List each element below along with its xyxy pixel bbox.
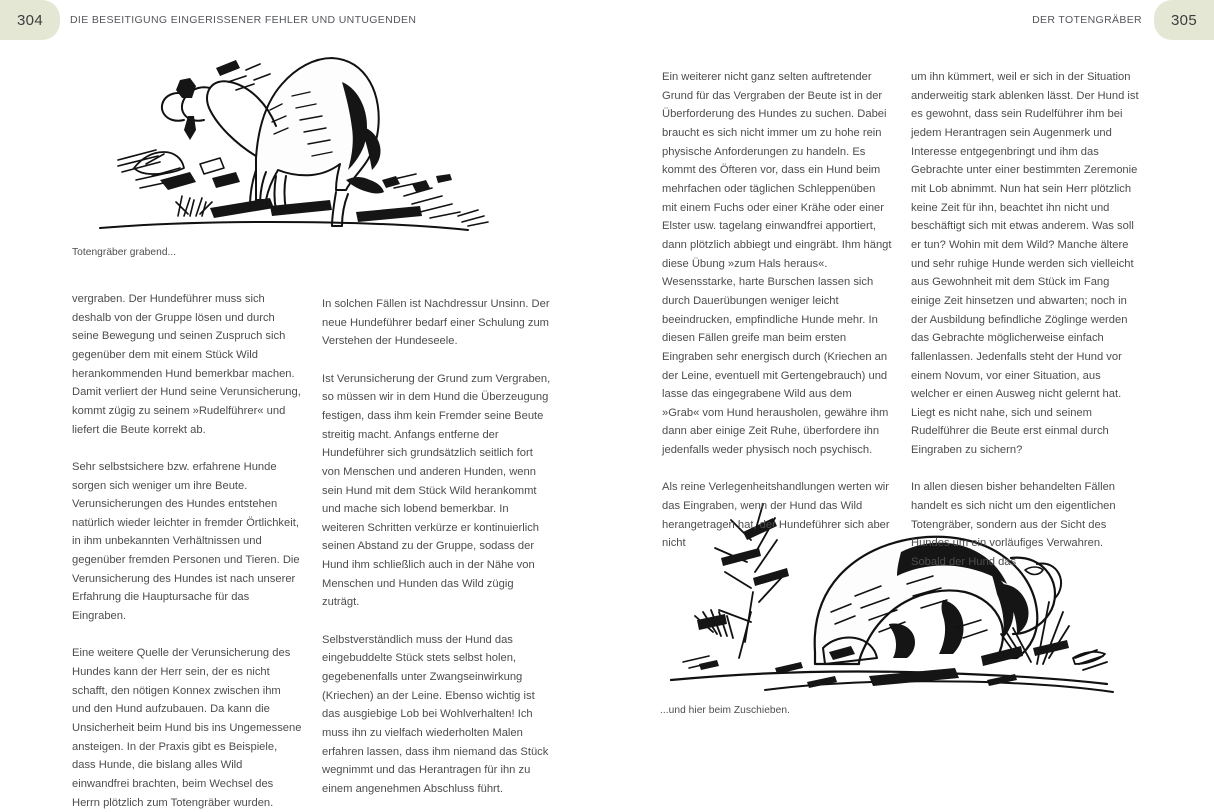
paragraph: um ihn kümmert, weil er sich in der Situation anderweitig stark ablenken lässt. Der Hund ist es gewohnt, dass sein Rudelführer ihm bei jedem Herantragen sein Augenmerk und Interesse entgegenbringt und ihm das Gebrachte unter einer bestimmten Zeremonie mit Lob abnimmt. Nun hat sein Herr plötzlich keine Zeit für ihn, beachtet ihn nicht und beschäftigt sich mit etwas anderem. Was soll er tun? Wohin mit dem Wild? Manche ältere und sehr ruhige Hunde werden sich vielleicht aus Gewohnheit mit dem Stück im Fang einige Zeit hinsetzen und abwarten; noch in der Ausbildung befindliche Zöglinge werden das Gebrachte möglicherweise einfach fallenlassen. Jedenfalls steht der Hund vor einem Novum, vor einer Situation, aus welcher er einen Ausweg nicht gelernt hat. Liegt es nicht nahe, sich und seinem Rudelführer die Beute erst einmal durch Eingraben zu sichern? bbox=[911, 71, 1139, 457]
paragraph: vergraben. Der Hundeführer muss sich deshalb von der Gruppe lösen und durch seine Bewegung und seinen Zuspruch sich gegenüber dem mit einem Stück Wild herankommenden Hund bemerkbar machen. Damit verliert der Hund seine Verunsicherung, kommt zügig zu seinem »Rudelführer« und liefert die Beute korrekt ab. bbox=[72, 293, 301, 436]
paragraph: Sehr selbstsichere bzw. erfahrene Hunde sorgen sich weniger um ihre Beute. Verunsicherungen des Hundes entstehen natürlich wieder leichter in fremder Örtlichkeit, in ihm unbekannten Verhältnissen und gegenüber fremden Personen und Tieren. Die Verunsicherung des Hundes ist nach unserer Erfahrung die Hauptursache für das Eingraben. bbox=[72, 460, 300, 623]
text-column-4 bbox=[911, 68, 1141, 572]
text-column-1 bbox=[72, 290, 302, 812]
paragraph: Eine weitere Quelle der Verunsicherung des Hundes kann der Herr sein, der es nicht schafft, den nötigen Konnex zwischen ihm und den Hund aufzubauen. Da kann die Unsicherheit beim Hund bis ins Ungemessene ansteigen. In der Praxis gibt es Beispiele, dass Hunde, die bislang alles Wild einwandfrei brachten, beim Wechsel des Herrn plötzlich zum Totengräber wurden. bbox=[72, 647, 302, 809]
figure-totengraeber-grabend bbox=[60, 30, 500, 258]
running-head-left: DIE BESEITIGUNG EINGERISSENER FEHLER UND UNTUGENDEN bbox=[70, 14, 417, 26]
text-column-2 bbox=[322, 295, 552, 799]
page-number-left: 304 bbox=[0, 0, 60, 40]
dog-digging-illustration bbox=[60, 30, 500, 242]
paragraph: Selbstverständlich muss der Hund das eingebuddelte Stück stets selbst holen, gegebenenfalls unter Zwangseinwirkung (Kriechen) an der Leine. Ebenso wichtig ist das ausgiebige Lob bei Wohlverhalten! Ich muss ihn zu vielfach wiederholten Malen erfahren lassen, dass ihm niemand das Stück wegnimmt und das Herantragen für ihn zu einem angenehmen Abschluss führt. bbox=[322, 633, 549, 795]
paragraph: In allen diesen bisher behandelten Fällen handelt es sich nicht um den eigentlichen Totengräber, sondern aus der Sicht des Hundes um ein vorläufiges Verwahren. Sobald der Hund das bbox=[911, 481, 1116, 568]
figure-top-caption: Totengräber grabend... bbox=[72, 247, 177, 258]
paragraph: Ist Verunsicherung der Grund zum Vergraben, so müssen wir in dem Hund die Überzeugung festigen, dass ihm kein Fremder seine Beute streitig macht. Anfangs entferne der Hundeführer sich grundsätzlich seitlich fort von Menschen und anderen Hunden, wenn sein Hund mit dem Stück Wild herankommt und mache sich lobend bemerkbar. In weiteren Schritten verkürze er kontinuierlich seinen Abstand zu der Gruppe, sodass der Hund ihm schließlich auch in der Nähe von Menschen und Hunden das Wild zügig zuträgt. bbox=[322, 372, 551, 609]
text-column-3 bbox=[662, 68, 892, 553]
running-head-right: DER TOTENGRÄBER bbox=[1032, 14, 1142, 26]
paragraph: In solchen Fällen ist Nachdressur Unsinn. Der neue Hundeführer bedarf einer Schulung zum Verstehen der Hundeseele. bbox=[322, 298, 550, 348]
page-number-right: 305 bbox=[1154, 0, 1214, 40]
paragraph: Als reine Verlegenheitshandlungen werten wir das Eingraben, wenn der Hund das Wild herangetragen hat, der Hundeführer sich aber nicht bbox=[662, 481, 890, 550]
figure-bottom-caption: ...und hier beim Zuschieben. bbox=[660, 705, 790, 716]
paragraph: Ein weiterer nicht ganz selten auftretender Grund für das Vergraben der Beute ist in der Überforderung des Hundes zu suchen. Dabei braucht es sich nicht immer um zu hohe rein physische Anforderungen zu handeln. Es kommt des Öfteren vor, dass ein Hund beim mehrfachen oder täglichen Schleppenüben mit einem Fuchs oder einer Krähe oder einer Elster usw. tagelang einwandfrei apportiert, dann plötzlich abbiegt und eingräbt. Ihm hängt diese Übung »zum Hals heraus«. Wesensstarke, harte Burschen lassen sich durch Dauerübungen weniger leicht beeindrucken, empfindliche Hunde mehr. In diesen Fällen greife man beim ersten Eingraben sehr energisch durch (Kriechen an der Leine, eventuell mit Gertengebrauch) und lasse das eingegrabene Wild aus dem »Grab« vom Hund herausholen, gewähre ihm dann aber einige Zeit Ruhe, überfordere ihn jedenfalls weder physisch noch psychisch. bbox=[662, 71, 892, 457]
